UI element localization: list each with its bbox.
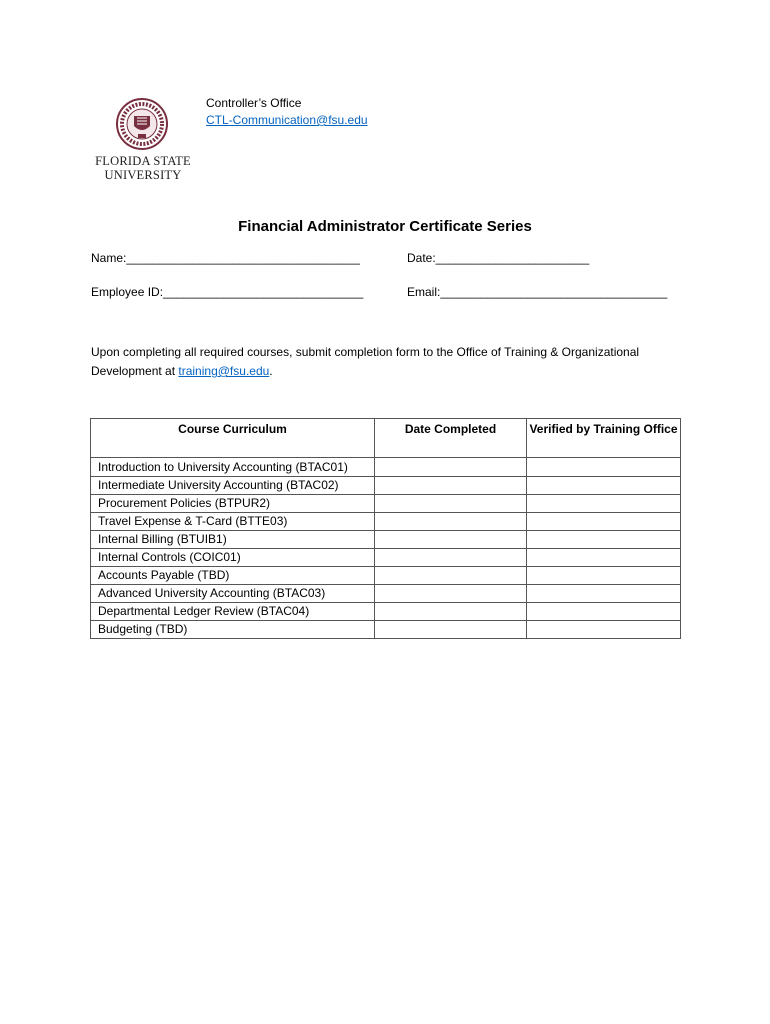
date-completed-cell[interactable]	[375, 477, 527, 495]
email-field[interactable]: Email:__________________________________	[407, 285, 668, 299]
employee-id-field[interactable]: Employee ID:______________________________	[91, 285, 364, 299]
table-header-row	[91, 419, 681, 458]
logo-text-line1: FLORIDA STATE	[95, 154, 191, 168]
header-contact	[206, 95, 368, 129]
course-name: Travel Expense & T-Card (BTTE03)	[91, 513, 375, 531]
date-completed-cell[interactable]	[375, 513, 527, 531]
date-completed-cell[interactable]	[375, 531, 527, 549]
date-field[interactable]: Date:_______________________	[407, 251, 590, 265]
date-completed-cell[interactable]	[375, 567, 527, 585]
date-completed-cell[interactable]	[375, 585, 527, 603]
fsu-logo	[93, 96, 193, 182]
course-name: Budgeting (TBD)	[91, 621, 375, 639]
header-email-link[interactable]: CTL-Communication@fsu.edu	[206, 113, 368, 127]
office-name: Controller’s Office	[206, 96, 302, 110]
date-completed-cell[interactable]	[375, 603, 527, 621]
column-header-course: Course Curriculum	[91, 419, 375, 458]
instructions-end: .	[269, 364, 273, 378]
table-row	[91, 621, 681, 639]
name-field[interactable]: Name:___________________________________	[91, 251, 360, 265]
verified-cell[interactable]	[527, 531, 681, 549]
course-name: Procurement Policies (BTPUR2)	[91, 495, 375, 513]
verified-cell[interactable]	[527, 513, 681, 531]
course-name: Intermediate University Accounting (BTAC02)	[91, 477, 375, 495]
table-row	[91, 513, 681, 531]
verified-cell[interactable]	[527, 458, 681, 477]
course-name: Accounts Payable (TBD)	[91, 567, 375, 585]
table-row	[91, 458, 681, 477]
date-completed-cell[interactable]	[375, 495, 527, 513]
verified-cell[interactable]	[527, 567, 681, 585]
column-header-date-completed: Date Completed	[375, 419, 527, 458]
date-completed-cell[interactable]	[375, 549, 527, 567]
instructions-text: Upon completing all required courses, submit completion form to the Office of Training & Organizational Development at	[91, 345, 640, 378]
logo-text-line2: UNIVERSITY	[104, 168, 182, 182]
date-completed-cell[interactable]	[375, 458, 527, 477]
table-row	[91, 495, 681, 513]
verified-cell[interactable]	[527, 495, 681, 513]
table-row	[91, 567, 681, 585]
table-row	[91, 549, 681, 567]
verified-cell[interactable]	[527, 621, 681, 639]
course-name: Departmental Ledger Review (BTAC04)	[91, 603, 375, 621]
date-completed-cell[interactable]	[375, 621, 527, 639]
document-title: Financial Administrator Certificate Series	[238, 218, 532, 235]
training-email-link[interactable]: training@fsu.edu	[178, 364, 270, 378]
course-name: Internal Billing (BTUIB1)	[91, 531, 375, 549]
column-header-verified: Verified by Training Office	[527, 419, 681, 458]
table-row	[91, 585, 681, 603]
course-name: Advanced University Accounting (BTAC03)	[91, 585, 375, 603]
verified-cell[interactable]	[527, 603, 681, 621]
table-row	[91, 477, 681, 495]
course-table	[90, 418, 681, 639]
table-row	[91, 531, 681, 549]
fsu-seal-icon	[116, 96, 168, 154]
verified-cell[interactable]	[527, 585, 681, 603]
verified-cell[interactable]	[527, 549, 681, 567]
verified-cell[interactable]	[527, 477, 681, 495]
instructions	[91, 343, 691, 381]
course-name: Introduction to University Accounting (BTAC01)	[91, 458, 375, 477]
table-row	[91, 603, 681, 621]
course-name: Internal Controls (COIC01)	[91, 549, 375, 567]
